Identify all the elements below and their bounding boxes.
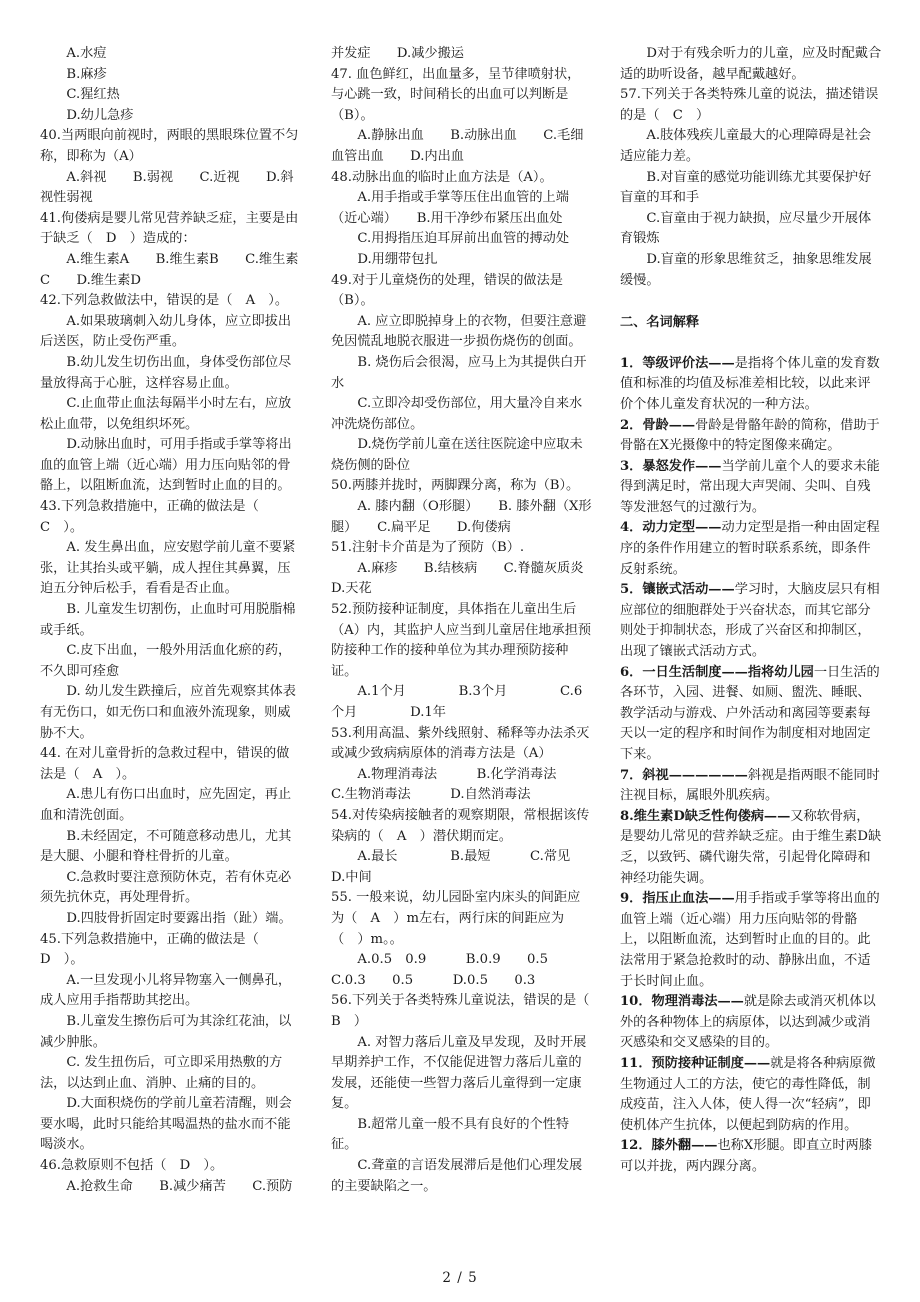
question-text: 41.佝偻病是婴儿常见营养缺乏症，主要是由于缺乏（ D ）造成的：: [40, 210, 299, 247]
question-text: 50.两膝并拢时，两脚踝分离，称为（B）。: [331, 478, 580, 494]
answer-option: D. 幼儿发生跌撞后，应首先观察其体表有无伤口，如无伤口和血液外流现象，则威胁不大。: [40, 684, 296, 741]
definition-body: 是指将个体儿童的发育数值和标准的均值及标准差相比较，以此来评价个体儿童发育状况的一种方法。: [620, 355, 880, 412]
question-text: 42.下列急救做法中，错误的是（ A ）。: [40, 293, 289, 309]
definition-item: [620, 807, 882, 889]
definition-item: [620, 457, 882, 519]
answer-option: B. 儿童发生切割伤，止血时可用脱脂棉或手纸。: [40, 602, 296, 638]
definition-item: [620, 416, 882, 457]
definition-item: [620, 518, 882, 580]
answer-option: B.对盲童的感觉功能训练尤其要保护好盲童的耳和手: [620, 169, 872, 206]
definition-item: [620, 889, 882, 992]
definition-item: [620, 354, 882, 416]
answer-option: A.患儿有伤口出血时，应先固定，再止血和清洗创面。: [40, 787, 292, 823]
answer-option: B.未经固定，不可随意移动患儿，尤其是大腿、小腿和脊柱骨折的儿童。: [40, 828, 292, 865]
definition-term: 5．镶嵌式活动——: [620, 582, 735, 598]
definition-body: 一日生活的各环节，入园、进餐、如厕、盥洗、睡眠、教学活动与游戏、户外活动和离园等要素每天以一定的程序和时间作为制度相对地固定下来。: [620, 664, 880, 762]
question-text: 49.对于儿童烧伤的处理，错误的做法是（B）。: [331, 272, 563, 309]
answer-option: D.盲童的形象思维贫乏，抽象思维发展缓慢。: [620, 251, 872, 288]
question-text: 54.对传染病接触者的观察期限，常根据该传染病的（ A ）潜伏期而定。: [331, 807, 590, 844]
answer-option: C.猩红热: [66, 87, 120, 103]
answer-option: C.用拇指压迫耳屏前出血管的搏动处: [357, 231, 570, 247]
answer-option: C.聋童的言语发展滞后是他们心理发展的主要缺陷之一。: [331, 1158, 583, 1194]
definition-list: [620, 354, 882, 1178]
question-text: 44. 在对儿童骨折的急救过程中，错误的做法是（ A ）。: [40, 746, 290, 782]
definition-body: 用手指或手掌等将出血的血管上端（近心端）用力压向贴邻的骨骼上，以阻断血流，达到暂时止血的目的。此法常用于紧急抢救时的动、静脉出血，不适于长时间止血。: [620, 891, 880, 989]
definition-item: [620, 1054, 882, 1136]
definition-term: 12．膝外翻——: [620, 1138, 718, 1154]
answer-option: D.用绷带包扎: [357, 251, 438, 267]
section-title: 二、名词解释: [620, 315, 700, 331]
question-text: 52.预防接种证制度，具体指在儿童出生后（A）内，其监护人应当到儿童居住地承担预防接种工作的接种单位为其办理预防接种证。: [331, 602, 592, 679]
answer-option: A.0.5 0.9 B.0.9 0.5 C.0.3 0.5 D.0.5 0.3: [331, 952, 575, 988]
question-text: 56.下列关于各类特殊儿童说法，错误的是（ B ）: [331, 993, 603, 1029]
definition-item: [620, 992, 882, 1054]
answer-option: D.动脉出血时，可用手指或手掌等将出血的血管上端（近心端）用力压向贴邻的骨骼上，以阻断血流，达到暂时止血的目的。: [40, 437, 292, 494]
answer-option: B.麻疹: [66, 66, 107, 82]
page-number: 2 / 5: [442, 1270, 478, 1286]
definition-term: 7．斜视——————: [620, 767, 748, 783]
section-spacer: [620, 334, 882, 354]
question-text: 47. 血色鲜红，出血量多，呈节律喷射状，与心跳一致，时间稍长的出血可以判断是（B）。: [331, 66, 581, 123]
answer-option: A.最长 B.最短 C.常见 D.中间: [331, 849, 597, 885]
answer-option: A.维生素A B.维生素B C.维生素C D.维生素D: [40, 251, 299, 288]
definition-term: 11．预防接种证制度——: [620, 1055, 771, 1071]
left-column: [40, 44, 302, 1197]
definition-term: 6．一日生活制度——指将幼儿园: [620, 664, 814, 680]
definition-item: [620, 580, 882, 662]
answer-option: A.如果玻璃刺入幼儿身体，应立即拔出后送医，防止受伤严重。: [40, 313, 292, 350]
question-text: 51.注射卡介苗是为了预防（B）.: [331, 540, 525, 556]
definition-body: 骨龄是骨骼年龄的简称，借助于骨骼在X光摄像中的特定图像来确定。: [620, 417, 880, 454]
question-text: 46.急救原则不包括（ D ）。: [40, 1158, 224, 1174]
definition-body: 就是将各种病原微生物通过人工的方法，使它的毒性降低，制成疫苗，注入人体，使人得一次“轻病”，即使机体产生抗体，以便起到防病的作用。: [620, 1055, 876, 1133]
definition-item: [620, 766, 882, 807]
answer-option: D对于有残余听力的儿童，应及时配戴合适的助听设备，越早配戴越好。: [620, 46, 882, 82]
definition-term: 2．骨龄——: [620, 417, 696, 433]
question-text: 并发症 D.减少搬运: [331, 46, 464, 61]
question-text: 43.下列急救措施中，正确的做法是（ C ）。: [40, 499, 272, 535]
right-column: [620, 44, 882, 1177]
answer-option: A. 应立即脱掉身上的衣物，但要注意避免因慌乱地脱衣服进一步损伤烧伤的创面。: [331, 313, 587, 350]
definition-body: 当学前儿童个人的要求未能得到满足时，常出现大声哭闹、尖叫、自残等发泄怒气的过激行为。: [620, 458, 880, 515]
answer-option: A.肢体残疾儿童最大的心理障碍是社会适应能力差。: [620, 128, 872, 164]
answer-option: C.盲童由于视力缺损，应尽量少开展体育锻炼: [620, 210, 872, 247]
answer-option: A.一旦发现小儿将异物塞入一侧鼻孔，成人应用手指帮助其挖出。: [40, 972, 292, 1009]
definition-term: 3．暴怒发作——: [620, 458, 722, 474]
answer-option: D.幼儿急疹: [66, 107, 134, 123]
answer-option: A.1个月 B.3个月 C.6个月 D.1年: [331, 684, 583, 720]
answer-option: A.斜视 B.弱视 C.近视 D.斜视性弱视: [40, 169, 294, 206]
definition-body: 动力定型是指一种由固定程序的条件作用建立的暂时联系系统，即条件反射系统。: [620, 520, 880, 577]
definition-term: 9．指压止血法——: [620, 891, 735, 907]
answer-option: A. 发生鼻出血，应安慰学前儿童不要紧张，让其抬头或平躺，成人捏住其鼻翼，压迫五分钟后松手，看看是否止血。: [40, 540, 296, 597]
definition-body: 学习时，大脑皮层只有相应部位的细胞群处于兴奋状态，而其它部分则处于抑制状态，形成了兴奋区和抑制区，出现了镶嵌式活动方式。: [620, 582, 880, 660]
answer-option: A.水痘: [66, 46, 107, 61]
answer-option: D.四肢骨折固定时要露出指（趾）端。: [66, 910, 292, 926]
answer-option: C.皮下出血，一般外用活血化瘀的药，不久即可痊愈: [40, 643, 292, 679]
right-column-questions: [620, 44, 882, 291]
answer-option: A.物理消毒法 B.化学消毒法 C.生物消毒法 D.自然消毒法: [331, 766, 583, 803]
answer-option: D.大面积烧伤的学前儿童若清醒，则会要水喝，此时只能给其喝温热的盐水而不能喝淡水。: [40, 1096, 292, 1153]
definition-body: 也称X形腿。即直立时两膝可以并拢，两内踝分离。: [620, 1138, 872, 1174]
question-text: 40.当两眼向前视时，两眼的黑眼珠位置不匀称，即称为（A）: [40, 128, 299, 164]
answer-option: B.儿童发生擦伤后可为其涂红花油，以减少肿胀。: [40, 1013, 292, 1050]
question-text: 57.下列关于各类特殊儿童的说法，描述错误的是（ C ）: [620, 87, 879, 123]
definition-body: 斜视是指两眼不能同时注视目标，属眼外肌疾病。: [620, 767, 880, 804]
answer-option: B. 烧伤后会很渴，应马上为其提供白开水: [331, 354, 587, 391]
definition-item: [620, 663, 882, 766]
answer-option: C.止血带止血法每隔半小时左右，应放松止血带，以免组织坏死。: [40, 396, 292, 432]
section-spacer: [620, 291, 882, 311]
answer-option: A. 对智力落后儿童及早发现，及时开展早期养护工作，不仅能促进智力落后儿童的发展，还能使一些智力落后儿童得到一定康复。: [331, 1034, 587, 1112]
answer-option: A.麻疹 B.结核病 C.脊髓灰质炎 D.天花: [331, 560, 610, 597]
answer-option: A.抢救生命 B.减少痛苦 C.预防: [66, 1178, 293, 1194]
answer-option: A.用手指或手掌等压住出血管的上端（近心端） B.用干净纱布紧压出血处: [331, 190, 569, 226]
answer-option: C.立即冷却受伤部位，用大量冷自来水冲洗烧伤部位。: [331, 396, 583, 432]
question-text: 53.利用高温、紫外线照射、稀释等办法杀灭或减少致病病原体的消毒方法是（A）: [331, 725, 590, 762]
question-text: 48.动脉出血的临时止血方法是（A）。: [331, 169, 553, 185]
answer-option: D.烧伤学前儿童在送往医院途中应取未烧伤侧的卧位: [331, 437, 583, 473]
question-text: 45.下列急救措施中，正确的做法是（ D ）。: [40, 931, 272, 968]
question-text: 55. 一般来说，幼儿园卧室内床头的间距应为（ A ）m左右，两行床的间距应为（ ）m。。: [331, 890, 581, 947]
answer-option: B.超常儿童一般不具有良好的个性特征。: [331, 1116, 570, 1153]
definition-item: [620, 1136, 882, 1177]
answer-option: A. 膝内翻（O形腿） B. 膝外翻（X形腿） C.扁平足 D.佝偻病: [331, 499, 592, 535]
answer-option: A.静脉出血 B.动脉出血 C.毛细血管出血 D.内出血: [331, 128, 584, 164]
definition-term: 4．动力定型——: [620, 520, 722, 536]
definition-term: 1．等级评价法——: [620, 355, 735, 371]
answer-option: B.幼儿发生切伤出血，身体受伤部位尽量放得高于心脏，这样容易止血。: [40, 354, 292, 391]
definition-term: 10．物理消毒法——: [620, 994, 744, 1010]
definition-body: 就是除去或消灭机体以外的各种物体上的病原体，以达到减少或消灭感染和交叉感染的目的。: [620, 994, 876, 1051]
middle-column: [331, 44, 610, 1197]
definition-term: 8.维生素D缺乏性佝偻病——: [620, 808, 791, 824]
answer-option: C. 发生扭伤后，可立即采用热敷的方法，以达到止血、消肿、止痛的目的。: [40, 1055, 283, 1091]
definition-body: 又称软骨病，是婴幼儿常见的营养缺乏症。由于维生素D缺乏，以致钙、磷代谢失常，引起骨化障碍和神经功能失调。: [620, 808, 882, 886]
answer-option: C.急救时要注意预防休克，若有休克必须先抗休克，再处理骨折。: [40, 869, 292, 906]
